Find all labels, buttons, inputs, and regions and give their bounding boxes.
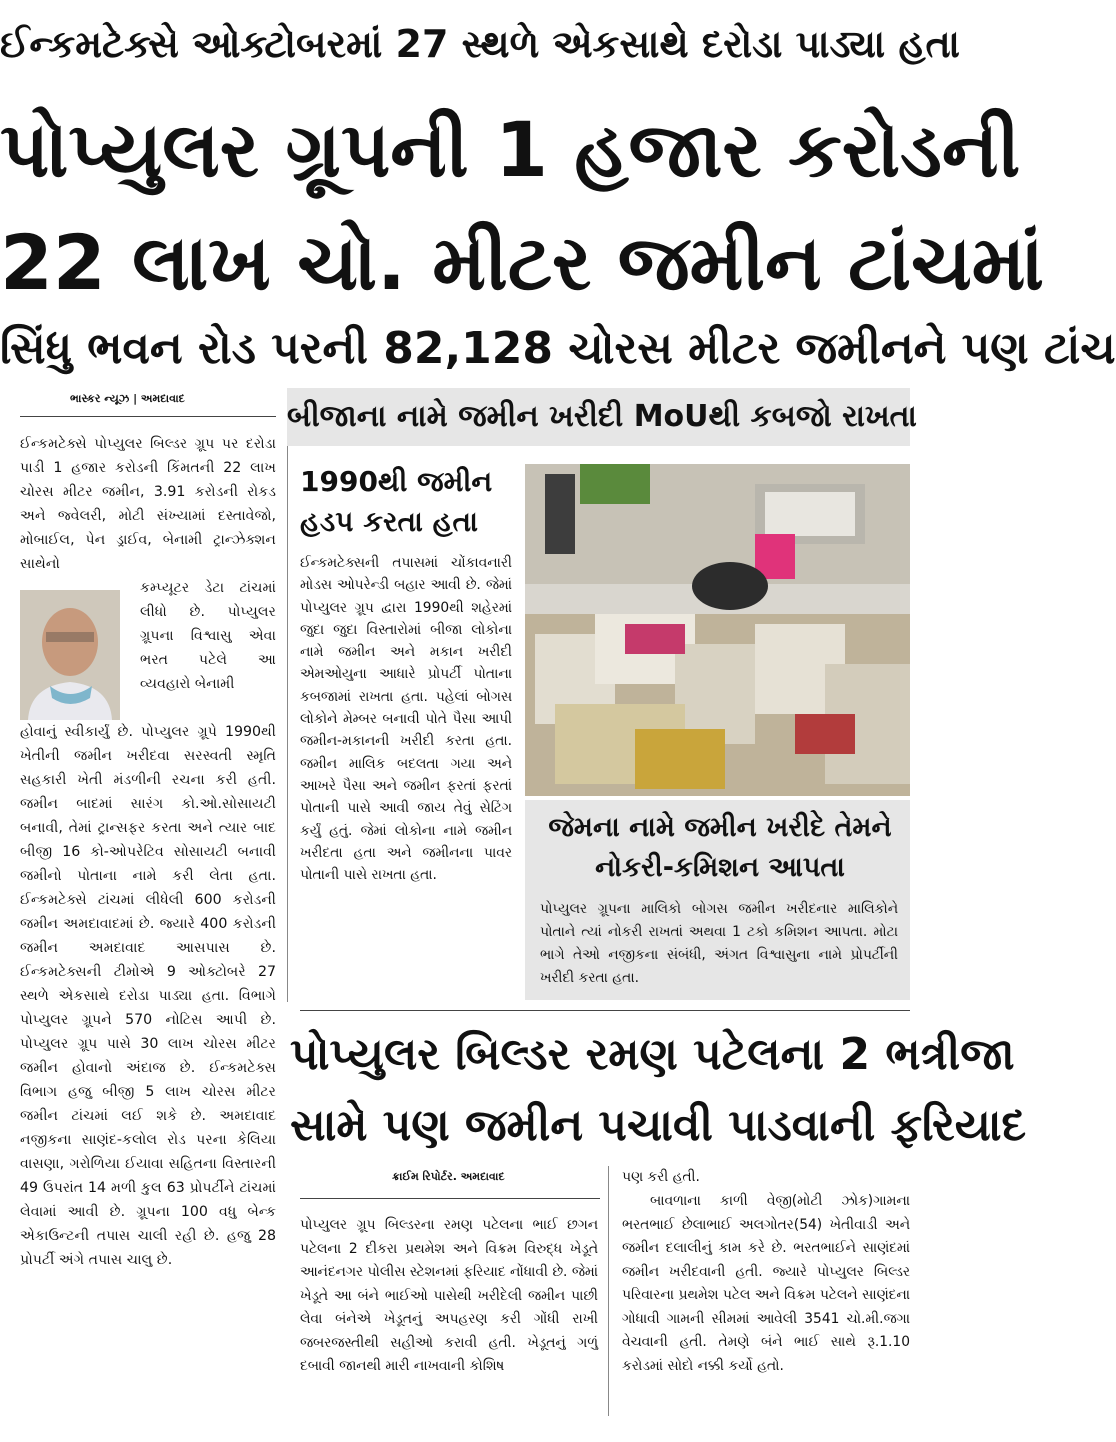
main-headline-line1: પોપ્યુલર ગ્રૂપની 1 હજાર કરોડની [0,105,1021,194]
box-subhead: જેમના નામે જમીન ખરીદે તેમને નોકરી-કમિશન આપતા [548,812,892,883]
left-byline: ભાસ્કર ન્યૂઝ | અમદાવાદ [70,392,185,405]
box-body: પોપ્યુલર ગ્રૂપના માલિકો બોગસ જમીન ખરીદનાર માલિકોને પોતાને ત્યાં નોકરી રાખતાં અથવા 1 ટકો કમિશન આપતા. મોટા ભાગે તેઓ નજીકના સંબંધી, અંગત વિશ્વાસુના નામે પ્રોપર્ટીની ખરીદી કરતા હતા. [540,901,898,986]
person-photo [20,590,120,720]
second-column-divider [608,1166,609,1416]
deck-headline: સિંધુ ભવન રોડ પરની 82,128 ચોરસ મીટર જમીનને પણ ટાંચ [0,323,1116,374]
section-banner: બીજાના નામે જમીન ખરીદી MoUથી કબજો રાખતા [287,388,910,446]
second-byline-rule [300,1198,600,1199]
second-story-col1: પોપ્યુલર ગ્રૂપ બિલ્ડરના રમણ પટેલના ભાઈ છગન પટેલના 2 દીકરા પ્રથમેશ અને વિક્રમ વિરુદ્ધ ખેડૂતે આનંદનગર પોલીસ સ્ટેશનમાં ફરિયાદ નોંધાવી છે. જેમાં ખેડૂતે આ બંને ભાઈઓ પાસેથી ખરીદેલી જમીન પાછી લેવા બંનેએ ખેડૂતનું અપહરણ કરી ગોંધી રાખી જબરજસ્તીથી સહીઓ કરાવી હતી. ખેડૂતનું ગળું દબાવી જાનથી મારી નાખવાની કોશિષ [300,1217,598,1374]
second-byline: ક્રાઈમ રિપોર્ટર. અમદાવાદ [392,1170,505,1183]
second-story-top-rule [300,1010,910,1011]
middle-subhead: 1990થી જમીન હડપ કરતા હતા [300,465,493,538]
left-story-para-top: ઈન્કમટેક્સે પોપ્યુલર બિલ્ડર ગ્રૂપ પર દરોડા પાડી 1 હજાર કરોડની કિંમતની 22 લાખ ચોરસ મીટર જમીન, 3.91 કરોડની રોકડ અને જ્વેલરી, મોટી સંખ્યામાં દસ્તાવેજો, મોબાઈલ, પેન ડ્રાઈવ, બેનામી ટ્રાન્ઝેક્શન સાથેનો [20,436,276,572]
person-portrait-icon [20,590,120,720]
second-headline-line1: પોપ્યુલર બિલ્ડર રમણ પટેલના 2 ભત્રીજા [290,1029,1015,1080]
main-headline-line2: 22 લાખ ચો. મીટર જમીન ટાંચમાં [0,218,1045,307]
left-byline-rule [20,416,276,417]
left-story-para-rest: હોવાનું સ્વીકાર્યું છે. પોપ્યુલર ગ્રૂપે 1990થી ખેતીની જમીન ખરીદવા સરસ્વતી સ્મૃતિ સહકારી ખેતી મંડળીની રચના કરી હતી. જમીન બાદમાં સારંગ કો.ઓ.સોસાયટી બનાવી, તેમાં ટ્રાન્સફર કરતા અને ત્યાર બાદ બીજી 16 કો-ઓપરેટિવ સોસાયટી બનાવી જમીનો પોતાના નામે કરી લેતા હતા. ઈન્કમટેક્સે ટાંચમાં લીધેલી 600 કરોડની જમીન અમદાવાદમાં છે. જ્યારે 400 કરોડની જમીન અમદાવાદ આસપાસ છે. ઈન્કમટેક્સની ટીમોએ 9 ઓક્ટોબરે 27 સ્થળે એકસાથે દરોડા પાડ્યા હતા. વિભાગે પોપ્યુલર ગ્રૂપને 570 નોટિસ આપી છે. પોપ્યુલર ગ્રૂપ પાસે 30 લાખ ચોરસ મીટર જમીન હોવાનો અંદાજ છે. ઈન્કમટેક્સ વિભાગ હજુ બીજી 5 લાખ ચોરસ મીટર જમીન ટાંચમાં લઈ શકે છે. અમદાવાદ નજીકના સાણંદ-કલોલ રોડ પરના કેલિયા વાસણા, ગરોળિયા ઈયાવા સહિતના વિસ્તારની 49 ઉપરાંત 14 મળી કુલ 63 પ્રોપર્ટીને ટાંચમાં લેવામાં આવી છે. ગ્રૂપના 100 વધુ બેન્ક એકાઉન્ટની તપાસ ચાલી રહી છે. હજુ 28 પ્રોપર્ટી અંગે તપાસ ચાલુ છે. [20,724,276,1268]
second-headline-line2: સામે પણ જમીન પચાવી પાડવાની ફરિયાદ [290,1100,1027,1151]
middle-story-body: ઈન્કમટેક્સની તપાસમાં ચોંકાવનારી મોડસ ઓપરેન્ડી બહાર આવી છે. જેમાં પોપ્યુલર ગ્રૂપ દ્વારા 1990થી શહેરમાં જુદા જુદા વિસ્તારોમાં બીજા લોકોના નામે જમીન અને મકાન ખરીદી એમઓયુના આધારે પ્રોપર્ટી પોતાના કબજામાં રાખતા હતા. પહેલાં બોગસ લોકોને મેમ્બર બનાવી પોતે પૈસા આપી જમીન-મકાનની ખરીદી કરતા હતા. જમીન માલિક બદલતા ગયા અને આખરે પૈસા અને જમીન ફરતાં ફરતાં પોતાની પાસે આવી જાય તેવું સેટિંગ કર્યું હતું. જેમાં લોકોના નામે જમીન ખરીદતા હતા અને જમીનના પાવર પોતાની પાસે રાખતા હતા. [300,555,512,884]
raid-scene-image [525,464,910,796]
raid-photo [525,464,910,796]
second-story-col2: બાવળાના કાળી વેજી(મોટી ઝોક)ગામના ભરતભાઈ છેલાભાઈ અલગોતર(54) ખેતીવાડી અને જમીન દલાલીનું કામ કરે છે. ભરતભાઈને સાણંદમાં જમીન ખરીદવાની હતી. જ્યારે પોપ્યુલર બિલ્ડર પરિવારના પ્રથમેશ પટેલ અને વિક્રમ પટેલને સાણંદના ગોધાવી ગામની સીમમાં આવેલી 3541 ચો.મી.જગા વેચવાની હતી. તેમણે બંને ભાઈ સાથે રૂ.1.10 કરોડમાં સોદો નક્કી કર્યો હતો. [622,1193,910,1374]
column-divider [287,388,288,1002]
kicker-headline: ઈન્કમટેક્સે ઓક્ટોબરમાં 27 સ્થળે એકસાથે દરોડા પાડ્યા હતા [0,22,960,66]
second-story-col2-lead: પણ કરી હતી. [622,1169,700,1185]
left-story-para-wrap: કમ્પ્યૂટર ડેટા ટાંચમાં લીધો છે. પોપ્યુલર ગ્રૂપના વિશ્વાસુ એવા ભરત પટેલે આ વ્યવહારો બેનામી [140,580,276,692]
